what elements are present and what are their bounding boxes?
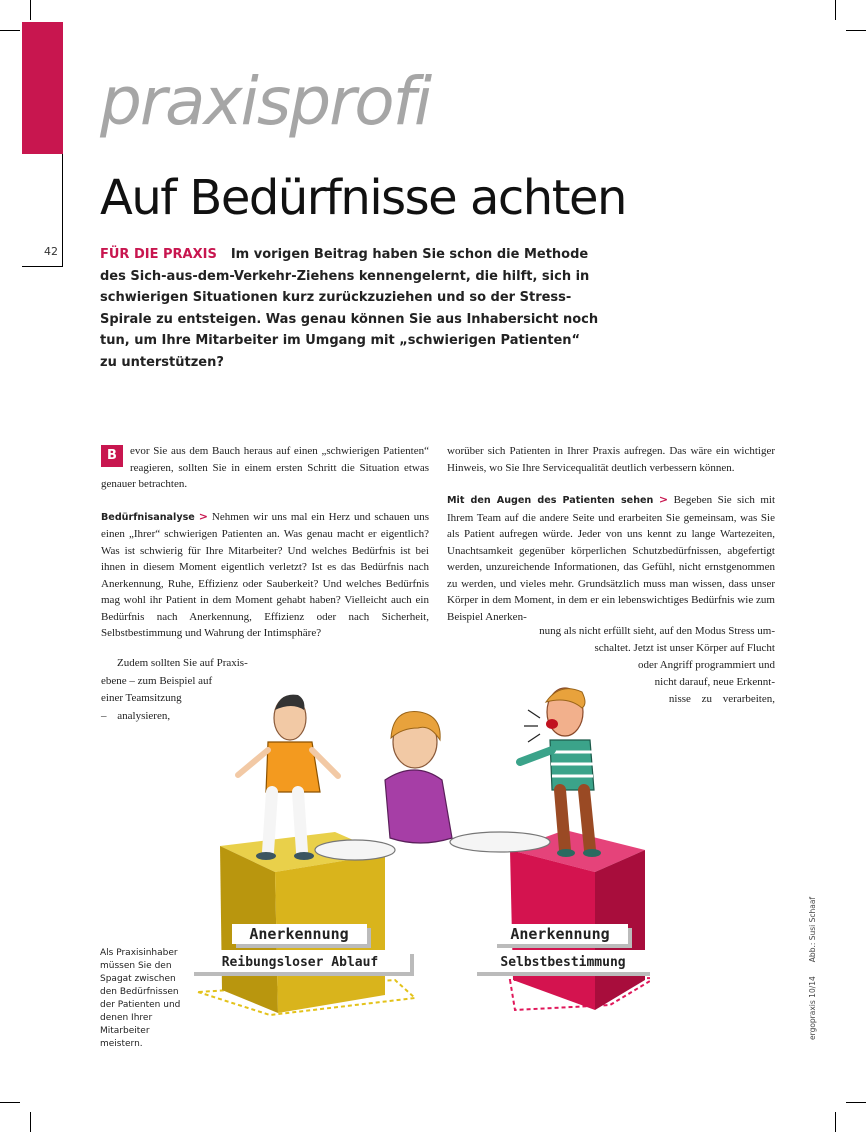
man-left-shoe: [256, 852, 276, 860]
text-line: einer Teamsitzung: [101, 692, 182, 704]
body-column-right: [447, 443, 775, 625]
page-number: 42: [44, 245, 58, 258]
text-line: ebene – zum Beispiel auf: [101, 674, 213, 687]
crop-mark: [835, 1112, 836, 1132]
subheading-arrow: >: [198, 509, 208, 523]
subheading: Mit den Augen des Patienten sehen: [447, 495, 654, 506]
section-augen-des-patienten: [447, 492, 775, 625]
crop-mark: [30, 1112, 31, 1132]
text-line: oder Angriff programmiert und: [638, 659, 775, 671]
credit-line: [808, 840, 817, 1040]
section-text: Begeben Sie sich mit Ihrem Team auf die andere Seite und erarbeiten Sie gemeinsam, was Sie als Patient aufregen würde. Jeder von uns kennt zu lange Wartezeiten, Unachtsamkeit gegenüber körperlichen Schutzbedürfnissen, abgefertigt werden, unzureichende Informationen, das Gefühl, nicht ernstgenommen zu werden, und vieles mehr. Grundsätzlich muss man wissen, dass unser Körper in dem Moment, in dem er ein lebenswichtiges Bedürfnis wie zum Beispiel Anerken-: [447, 494, 776, 623]
man-right-mouth: [546, 719, 558, 729]
page-number-rule: [22, 266, 63, 267]
lead-text: Im vorigen Beitrag haben Sie schon die Methode des Sich-aus-dem-Verkehr-Ziehens kennengelernt, die hilft, sich in schwierigen Situationen kurz zurückzuziehen und so der Stress-Spirale zu entsteigen. Was genau können Sie aus Inhabersicht noch tun, um Ihre Mitarbeiter im Umgang mit „schwierigen Patienten“ zu unterstützen?: [100, 247, 599, 370]
lead-kicker: FÜR DIE PRAXIS: [100, 247, 217, 262]
continued-paragraph: worüber sich Patienten in Ihrer Praxis aufregen. Das wäre ein wichtiger Hinweis, wo Sie Ihre Servicequalität deutlich verbessern können.: [447, 445, 775, 474]
section-accent-bar: [22, 22, 62, 154]
subheading: Bedürfnisanalyse: [101, 511, 195, 523]
crop-mark: [0, 30, 20, 31]
text-line: nisse zu verarbeiten,: [668, 693, 775, 705]
margin-rule: [62, 154, 63, 266]
crop-mark: [30, 0, 31, 20]
crop-mark: [846, 30, 866, 31]
man-right-shoe: [557, 849, 575, 857]
intro-text: evor Sie aus dem Bauch heraus auf einen „schwierigen Patienten“ reagieren, sollten Sie in einem ersten Schritt die Situation etwas genauer betrachten.: [101, 445, 429, 490]
body-column-left: [101, 443, 429, 642]
woman-body: [385, 770, 452, 843]
crop-mark: [0, 1102, 20, 1103]
accent-rule: [62, 22, 63, 154]
crop-mark: [846, 1102, 866, 1103]
lead-paragraph: [100, 244, 600, 373]
section-bedurfnisanalyse: [101, 509, 429, 642]
image-credit: Abb.: Susi Schaaf: [808, 896, 817, 963]
text-line: schaltet. Jetzt ist unser Körper auf Flucht: [594, 642, 775, 654]
sign-right-line-1: Anerkennung: [510, 925, 610, 943]
man-left-shoe: [294, 852, 314, 860]
sign-left-line-1: Anerkennung: [249, 925, 349, 943]
sign-right-line-2: Selbstbestimmung: [500, 955, 626, 970]
text-line: Zudem sollten Sie auf Praxis-: [117, 657, 248, 669]
image-caption: Als Praxisinhaber müssen Sie den Spagat zwischen den Bedürfnissen der Patienten und denen Ihrer Mitarbeiter meistern.: [100, 948, 181, 1049]
text-line: nicht darauf, neue Erkennt-: [654, 676, 775, 688]
intro-paragraph: [101, 443, 429, 493]
page-title: Auf Bedürfnisse achten: [100, 170, 626, 226]
cartoon-illustration: [180, 680, 650, 1025]
section-label: praxisprofi: [100, 63, 431, 140]
text-line: nung als nicht erfüllt sieht, auf den Modus Stress um-: [539, 625, 775, 637]
issue-credit: ergopraxis 10/14: [808, 976, 817, 1040]
text-line: – analysieren,: [101, 709, 171, 722]
section-text: Nehmen wir uns mal ein Herz und schauen uns einen „Ihrer“ schwierigen Patienten an. Was genau macht er eigentlich? Was ist schwierig für Ihre Mitarbeiter? Und welches Bedürfnis ist bei ihnen in diesem Moment eigentlich verletzt? Ist es das Bedürfnis nach Anerkennung, Ruhe, Effizienz oder Sauberkeit? Und welches Bedürfnis mag wohl ihr Patient in dem Moment gehabt haben? Vielleicht auch ein Bedürfnis nach Anerkennung, Effizienz oder nach Sicherheit, Selbstbestimmung und Wahrung der Intimsphäre?: [101, 510, 430, 639]
man-right-arm: [520, 750, 552, 762]
sign-right: [473, 924, 650, 976]
shout-lines: [524, 710, 540, 742]
man-right-shoe: [583, 849, 601, 857]
woman-leg-left: [315, 840, 395, 860]
woman-leg-right: [450, 832, 550, 852]
crop-mark: [835, 0, 836, 20]
sign-left-line-2: Reibungsloser Ablauf: [221, 955, 379, 970]
drop-cap: B: [101, 445, 123, 467]
subheading-arrow: >: [658, 493, 669, 506]
